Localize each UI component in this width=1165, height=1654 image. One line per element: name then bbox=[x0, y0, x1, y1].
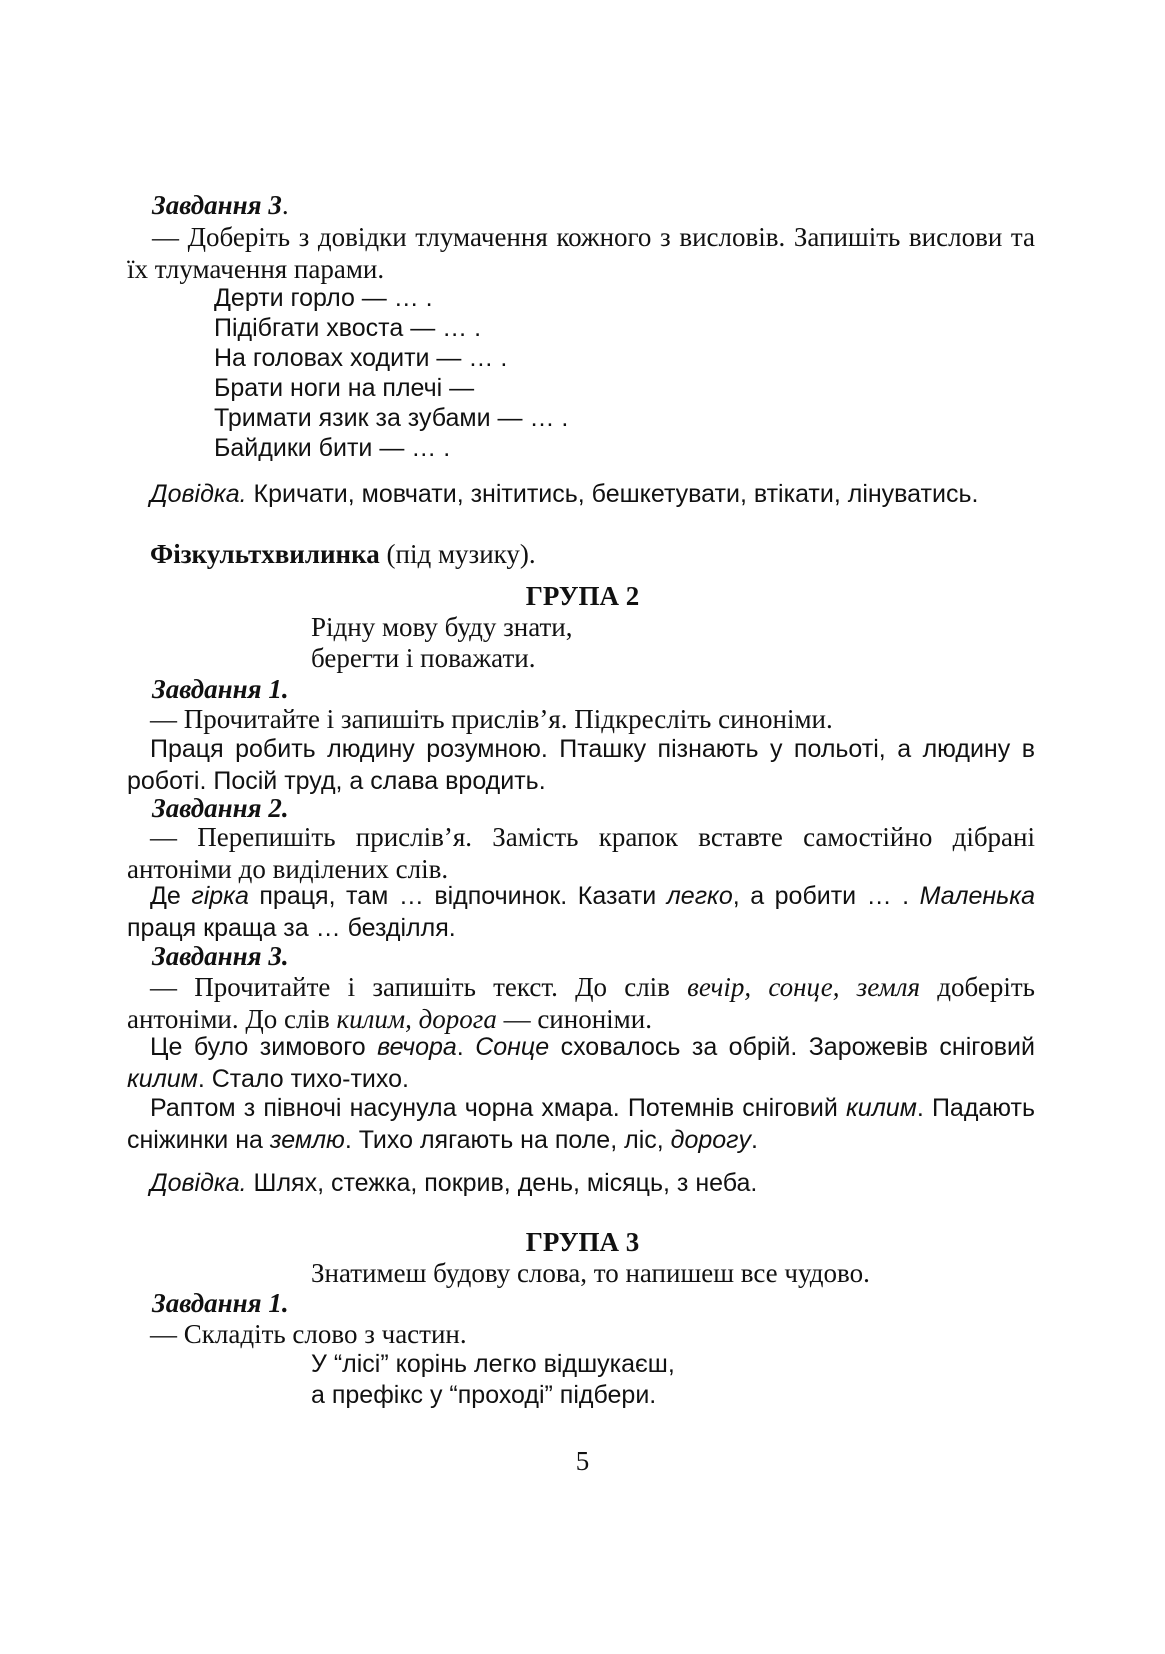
task3-reference: Довідка. Кричати, мовчати, знітитись, бешкетувати, втікати, лінуватись. bbox=[150, 480, 979, 508]
g3-verse-line1: У “лісі” корінь легко відшукаєш, bbox=[311, 1350, 675, 1378]
phrase-2: Підібгати хвоста — … . bbox=[214, 314, 482, 342]
page-number: 5 bbox=[575, 1446, 590, 1476]
g3-task1-instruction: — Складіть слово з частин. bbox=[150, 1319, 467, 1349]
group2-motto-line1: Рідну мову буду знати, bbox=[311, 612, 573, 642]
g2-task3-heading: Завдання 3. bbox=[152, 941, 289, 971]
task3-instruction: — Доберіть з довідки тлумачення кожного з висловів. Запишіть вислови та їх тлумачення парами. bbox=[127, 222, 1035, 284]
phrase-5: Тримати язик за зубами — … . bbox=[214, 404, 569, 432]
g2-task3-paragraph1: Це було зимового вечора. Сонце сховалось за обрій. Зарожевів сніговий килим. Стало тихо-тихо. bbox=[127, 1033, 1035, 1093]
g2-task2-heading: Завдання 2. bbox=[152, 793, 289, 823]
phrase-6: Байдики бити — … . bbox=[214, 434, 451, 462]
phrase-4: Брати ноги на плечі — bbox=[214, 374, 475, 402]
g2-task1-text: Праця робить людину розумною. Пташку пізнають у польоті, а людину в роботі. Посій труд, а слава вродить. bbox=[127, 735, 1035, 795]
phrase-1: Дерти горло — … . bbox=[214, 284, 433, 312]
g3-task1-heading: Завдання 1. bbox=[152, 1288, 289, 1318]
group3-title: ГРУПА 3 bbox=[525, 1227, 640, 1257]
g2-task3-paragraph2: Раптом з півночі насунула чорна хмара. Потемнів сніговий килим. Падають сніжинки на землю. Тихо лягають на поле, ліс, дорогу. bbox=[127, 1094, 1035, 1154]
g2-task3-reference: Довідка. Шлях, стежка, покрив, день, місяць, з неба. bbox=[150, 1169, 758, 1197]
g2-task3-instruction: — Прочитайте і запишіть текст. До слів вечір, сонце, земля доберіть антоніми. До слів килим, дорога — синоніми. bbox=[127, 972, 1035, 1034]
physical-break: Фізкультхвилинка (під музику). bbox=[150, 539, 536, 569]
g3-verse-line2: а префікс у “проході” підбери. bbox=[311, 1381, 657, 1409]
phrase-3: На головах ходити — … . bbox=[214, 344, 508, 372]
g2-task1-instruction: — Прочитайте і запишіть прислів’я. Підкресліть синоніми. bbox=[150, 704, 833, 734]
g2-task2-text: Де гірка праця, там … відпочинок. Казати легко, а робити … . Маленька праця краща за … безділля. bbox=[127, 882, 1036, 942]
group3-motto: Знатимеш будову слова, то напишеш все чудово. bbox=[311, 1258, 870, 1288]
group2-title: ГРУПА 2 bbox=[525, 581, 640, 611]
g2-task1-heading: Завдання 1. bbox=[152, 674, 289, 704]
group2-motto-line2: берегти і поважати. bbox=[311, 643, 536, 673]
g2-task2-instruction: — Перепишіть прислів’я. Замість крапок вставте самостійно дібрані антоніми до виділених слів. bbox=[127, 822, 1035, 884]
task3-heading: Завдання 3. bbox=[152, 190, 289, 220]
